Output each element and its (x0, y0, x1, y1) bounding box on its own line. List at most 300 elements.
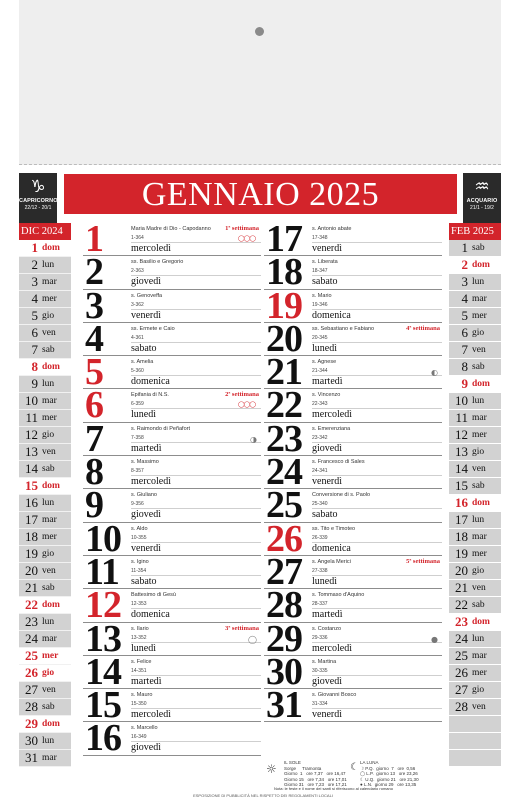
sun-moon-legend (264, 757, 442, 793)
next_month-weekday: gio (472, 685, 485, 695)
prev_month-day-row (19, 529, 71, 546)
moon-phases (360, 760, 419, 788)
next_month-day-number: 6 (461, 325, 468, 340)
day-number: 17 (266, 218, 302, 260)
next_month-day-row (449, 478, 501, 495)
prev_month-day-row (19, 495, 71, 512)
next_month-day-number: 5 (461, 308, 468, 323)
month-title: GENNAIO 2025 (64, 174, 457, 214)
day-cell (83, 451, 261, 494)
weekday-name: venerdì (131, 542, 161, 554)
saint-name: s. Igino (131, 558, 149, 565)
saint-name: s. Emerenziana (312, 425, 351, 432)
prev_month-day-row (19, 308, 71, 325)
day-count: 27-338 (312, 567, 328, 574)
day-count: 25-340 (312, 501, 328, 508)
day-count: 9-356 (131, 501, 144, 508)
saint-name: s. Agnese (312, 359, 337, 366)
prev_month-day-number: 5 (31, 308, 38, 323)
saint-name: Epifania di N.S. (131, 392, 169, 399)
prev_month-day-row (19, 563, 71, 580)
day-count: 19-346 (312, 301, 328, 308)
prev_month-day-number: 9 (31, 376, 38, 391)
prev_month-day-number: 31 (25, 750, 38, 765)
saint-name: Conversione di s. Paolo (312, 492, 371, 499)
next_month-day-number: 19 (455, 546, 468, 561)
prev_month-day-number: 11 (25, 410, 38, 425)
weekday-name: mercoledì (131, 709, 171, 721)
day-count: 24-341 (312, 468, 328, 475)
day-cell (264, 684, 442, 727)
prev_month-weekday: sab (42, 583, 55, 593)
next_month-day-number: 22 (455, 597, 468, 612)
saint-name: Maria Madre di Dio - Capodanno (131, 226, 211, 232)
weekday-name: domenica (131, 609, 170, 621)
next_month-day-row (449, 359, 501, 376)
capricorn-icon: ♑ (30, 177, 46, 197)
holiday-rings-icon: ◯◯◯ (237, 235, 255, 242)
day-count: 21-344 (312, 368, 328, 375)
day-number: 4 (85, 317, 103, 360)
next_month-day-number: 7 (461, 342, 468, 357)
day-count: 8-357 (131, 468, 144, 475)
day-cell (83, 317, 261, 360)
capricorn-badge (19, 173, 57, 223)
calendar-sheet (19, 0, 501, 800)
prev_month-day-row (19, 410, 71, 427)
moon-icon: ☾ (350, 762, 359, 773)
next-month-label: FEB 2025 (449, 223, 501, 240)
next_month-weekday: dom (472, 498, 490, 508)
prev_month-weekday: dom (42, 600, 60, 610)
prev_month-day-number: 15 (25, 478, 38, 493)
day-cell (83, 218, 261, 260)
prev_month-day-row (19, 665, 71, 682)
day-number: 28 (266, 584, 302, 627)
day-number: 26 (266, 517, 302, 560)
zodiac-name: ACQUARIO (466, 198, 498, 204)
prev_month-day-number: 17 (25, 512, 38, 527)
moon-phase-icon: ◑ (250, 434, 257, 444)
day-count: 15-350 (131, 701, 147, 708)
saint-name: ss. Ermete e Caio (131, 325, 175, 332)
next_month-day-row (449, 512, 501, 529)
day-number: 31 (266, 684, 302, 727)
next_month-day-number: 15 (455, 478, 468, 493)
prev_month-day-row (19, 478, 71, 495)
saint-name: s. Liberata (312, 259, 338, 266)
saint-name: s. Amelia (131, 359, 154, 366)
next_month-weekday: dom (472, 260, 490, 270)
sun-title: IL SOLE (284, 760, 301, 765)
prev_month-day-row (19, 614, 71, 631)
prev_month-day-row (19, 240, 71, 257)
day-count: 12-353 (131, 601, 147, 608)
prev_month-weekday: mar (42, 515, 57, 525)
next_month-day-number: 9 (461, 376, 468, 391)
weekday-name: lunedì (131, 642, 156, 654)
prev_month-day-row (19, 733, 71, 750)
weekday-name: giovedì (312, 442, 342, 454)
next_month-day-row (449, 444, 501, 461)
day-count: 2-363 (131, 268, 144, 275)
weekday-name: sabato (131, 342, 157, 354)
moon-rows: ☽ P.Q. giorno 7 ore 0,56 ◯ L.P. giorno 13 ore 23,26 ☾ U.Q. giorno 21 ore 21,30 ● L.N. giorno 29 ore 13,35 (360, 765, 419, 787)
day-number: 14 (85, 650, 121, 693)
day-number: 24 (266, 451, 302, 494)
prev_month-weekday: dom (42, 243, 60, 253)
weekday-name: mercoledì (131, 476, 171, 488)
next_month-weekday: mar (472, 413, 487, 423)
weekday-name: mercoledì (312, 642, 352, 654)
zodiac-dates: 22/12 - 20/1 (24, 205, 52, 211)
next_month-day-number: 14 (455, 461, 468, 476)
next_month-day-row (449, 376, 501, 393)
day-count: 10-355 (131, 534, 147, 541)
saint-name: s. Martina (312, 658, 337, 665)
next_month-weekday: mer (472, 430, 487, 440)
next_month-empty-row (449, 733, 501, 750)
prev_month-day-number: 10 (25, 393, 38, 408)
weekday-name: domenica (312, 542, 351, 554)
next_month-day-number: 24 (455, 631, 468, 646)
next_month-day-row (449, 614, 501, 631)
prev_month-day-number: 18 (25, 529, 38, 544)
prev_month-day-row (19, 427, 71, 444)
next_month-day-number: 10 (455, 393, 468, 408)
day-count: 5-360 (131, 368, 144, 375)
prev_month-day-number: 13 (25, 444, 38, 459)
saint-name: s. Massimo (131, 459, 159, 466)
prev-month-label: DIC 2024 (19, 223, 71, 240)
aquarius-icon: ♒ (474, 177, 490, 197)
saint-name: s. Vincenzo (312, 392, 341, 399)
prev_month-day-row (19, 546, 71, 563)
day-cell (83, 384, 261, 427)
prev_month-day-row (19, 682, 71, 699)
next_month-day-row (449, 580, 501, 597)
next_month-weekday: mer (472, 668, 487, 678)
next_month-day-row (449, 495, 501, 512)
prev_month-day-row (19, 359, 71, 376)
day-number: 18 (266, 251, 302, 294)
saint-name: s. Genoveffa (131, 292, 163, 299)
prev_month-day-row (19, 750, 71, 767)
day-count: 26-339 (312, 534, 328, 541)
week-label: 3ª settimana (225, 624, 259, 632)
prev_month-day-number: 16 (25, 495, 38, 510)
saint-name: ss. Tito e Timoteo (312, 525, 356, 532)
footer-note: ESPOSIZIONE DI PUBBLICITÀ NEL RISPETTO DEI REGOLAMENTI LOCALI (193, 793, 333, 798)
weekday-name: venerdì (312, 243, 342, 254)
weekday-name: giovedì (131, 509, 161, 521)
weekday-name: venerdì (131, 309, 161, 321)
next_month-day-row (449, 546, 501, 563)
weekday-name: martedì (312, 609, 343, 621)
next_month-weekday: sab (472, 481, 485, 491)
next_month-day-row (449, 393, 501, 410)
day-cell (83, 284, 261, 327)
next_month-day-number: 25 (455, 648, 468, 663)
next_month-day-number: 16 (455, 495, 468, 510)
next_month-day-number: 8 (461, 359, 468, 374)
day-count: 30-335 (312, 667, 328, 674)
next_month-day-row (449, 529, 501, 546)
next_month-day-row (449, 563, 501, 580)
weekday-name: sabato (312, 509, 338, 521)
day-count: 28-337 (312, 601, 328, 608)
saint-name: s. Mauro (131, 692, 153, 699)
day-number: 19 (266, 284, 302, 327)
day-count: 18-347 (312, 268, 328, 275)
prev-month-column (19, 223, 71, 767)
prev_month-weekday: mar (42, 634, 57, 644)
weekday-name: domenica (312, 309, 351, 321)
zodiac-name: CAPRICORNO (19, 198, 58, 204)
next_month-day-number: 1 (461, 240, 468, 255)
prev_month-day-row (19, 699, 71, 716)
hanging-hole (255, 27, 264, 36)
prev_month-weekday: gio (42, 430, 55, 440)
next_month-day-number: 23 (455, 614, 468, 629)
weekday-name: giovedì (131, 742, 161, 754)
next_month-weekday: sab (472, 600, 485, 610)
saint-name: s. Mario (312, 292, 332, 299)
day-number: 6 (85, 384, 103, 427)
moon-phase-icon: ● (431, 634, 438, 644)
legend-note: Nota: le feste e il nome dei santi si riferiscono al calendario romano (274, 786, 393, 791)
prev_month-day-number: 6 (31, 325, 38, 340)
saint-name: ss. Basilio e Gregorio (131, 259, 184, 266)
saint-name: s. Ilario (131, 625, 149, 632)
day-count: 11-354 (131, 567, 147, 574)
prev_month-day-row (19, 716, 71, 733)
prev_month-day-row (19, 342, 71, 359)
day-cell (83, 351, 261, 394)
next_month-weekday: ven (472, 702, 486, 712)
day-number: 7 (85, 417, 103, 460)
prev_month-day-row (19, 291, 71, 308)
next_month-empty-row (449, 750, 501, 767)
next_month-day-number: 26 (455, 665, 468, 680)
day-number: 16 (85, 717, 121, 760)
prev_month-weekday: lun (42, 498, 55, 508)
hanger-area (19, 0, 501, 165)
next_month-day-number: 11 (455, 410, 468, 425)
prev_month-weekday: lun (42, 379, 55, 389)
next_month-day-number: 2 (461, 257, 468, 272)
next_month-weekday: mar (472, 294, 487, 304)
saint-name: Battesimo di Gesù (131, 592, 176, 599)
next_month-day-row (449, 648, 501, 665)
next_month-day-row (449, 427, 501, 444)
weekday-name: mercoledì (312, 409, 352, 421)
next_month-weekday: mar (472, 532, 487, 542)
days-column-2 (264, 218, 442, 727)
prev_month-day-number: 8 (31, 359, 38, 374)
week-label: 2ª settimana (225, 391, 259, 399)
moon-title: LA LUNA (360, 760, 379, 765)
day-number: 15 (85, 684, 121, 727)
day-number: 29 (266, 617, 302, 660)
prev_month-day-number: 30 (25, 733, 38, 748)
day-count: 3-362 (131, 301, 144, 308)
day-number: 30 (266, 650, 302, 693)
day-count: 31-334 (312, 701, 328, 708)
aquarius-badge (463, 173, 501, 223)
next_month-weekday: lun (472, 634, 485, 644)
prev_month-weekday: mer (42, 413, 57, 423)
day-count: 22-343 (312, 401, 328, 408)
day-count: 7-358 (131, 434, 144, 441)
next_month-weekday: mer (472, 311, 487, 321)
zodiac-dates: 21/1 - 19/2 (470, 205, 494, 211)
prev_month-day-row (19, 274, 71, 291)
next_month-empty-row (449, 716, 501, 733)
day-number: 25 (266, 484, 302, 527)
prev_month-day-number: 12 (25, 427, 38, 442)
prev_month-day-row (19, 631, 71, 648)
prev_month-weekday: lun (42, 617, 55, 627)
prev_month-weekday: ven (42, 447, 56, 457)
prev_month-day-row (19, 648, 71, 665)
day-number: 5 (85, 351, 103, 394)
prev_month-day-number: 19 (25, 546, 38, 561)
sun-times (284, 760, 347, 788)
saint-name: s. Giovanni Bosco (312, 692, 357, 699)
moon-phase-icon: ◯ (248, 634, 257, 644)
day-cell (83, 251, 261, 294)
prev_month-weekday: mar (42, 396, 57, 406)
prev_month-day-number: 2 (31, 257, 38, 272)
prev_month-day-number: 28 (25, 699, 38, 714)
next_month-day-number: 20 (455, 563, 468, 578)
day-cell (83, 717, 261, 760)
prev_month-weekday: dom (42, 362, 60, 372)
next_month-day-row (449, 342, 501, 359)
day-number: 23 (266, 417, 302, 460)
saint-name: s. Tommaso d'Aquino (312, 592, 365, 599)
next_month-day-number: 3 (461, 274, 468, 289)
day-number: 12 (85, 584, 121, 627)
day-count: 4-361 (131, 334, 144, 341)
saint-name: s. Francesco di Sales (312, 459, 365, 466)
weekday-name: giovedì (312, 675, 342, 687)
day-number: 21 (266, 351, 302, 394)
saint-name: s. Antonio abate (312, 226, 352, 232)
day-count: 17-348 (312, 235, 328, 241)
prev_month-weekday: dom (42, 719, 60, 729)
day-count: 1-364 (131, 235, 144, 241)
prev_month-day-number: 24 (25, 631, 38, 646)
next_month-weekday: ven (472, 345, 486, 355)
next_month-day-row (449, 240, 501, 257)
day-number: 20 (266, 317, 302, 360)
week-label: 5ª settimana (406, 557, 440, 565)
next_month-day-row (449, 257, 501, 274)
weekday-name: domenica (131, 376, 170, 388)
day-count: 6-359 (131, 401, 144, 408)
next_month-weekday: ven (472, 464, 486, 474)
day-cell (83, 417, 261, 460)
saint-name: ss. Sebastiano e Fabiano (312, 325, 375, 332)
next_month-weekday: mer (472, 549, 487, 559)
prev_month-day-row (19, 461, 71, 478)
prev_month-weekday: ven (42, 685, 56, 695)
next_month-day-row (449, 461, 501, 478)
day-count: 20-345 (312, 334, 328, 341)
prev_month-day-number: 29 (25, 716, 38, 731)
prev_month-day-number: 25 (25, 648, 38, 663)
saint-name: s. Raimondo di Peñafort (131, 425, 191, 432)
weekday-name: martedì (131, 675, 162, 687)
prev_month-day-number: 4 (31, 291, 38, 306)
next_month-weekday: gio (472, 566, 485, 576)
next_month-day-number: 12 (455, 427, 468, 442)
day-number: 9 (85, 484, 103, 527)
prev_month-day-number: 1 (31, 240, 38, 255)
holiday-rings-icon: ◯◯◯ (237, 401, 255, 409)
prev_month-day-number: 22 (25, 597, 38, 612)
prev_month-weekday: gio (42, 668, 55, 678)
day-count: 13-352 (131, 634, 147, 641)
moon-phase-icon: ◐ (431, 368, 438, 378)
day-number: 13 (85, 617, 121, 660)
weekday-name: martedì (131, 442, 162, 454)
day-count: 14-351 (131, 667, 147, 674)
day-number: 2 (85, 251, 103, 294)
days-column-1 (83, 218, 261, 760)
saint-name: s. Costanzo (312, 625, 342, 632)
prev_month-day-number: 3 (31, 274, 38, 289)
prev_month-weekday: gio (42, 311, 55, 321)
prev_month-weekday: mer (42, 294, 57, 304)
next_month-weekday: sab (472, 243, 485, 253)
next_month-day-row (449, 325, 501, 342)
weekday-name: venerdì (312, 709, 342, 721)
prev_month-weekday: mar (42, 277, 57, 287)
day-count: 23-342 (312, 434, 328, 441)
weekday-name: lunedì (312, 342, 337, 354)
prev_month-day-row (19, 393, 71, 410)
prev_month-day-row (19, 580, 71, 597)
next_month-weekday: gio (472, 328, 485, 338)
weekday-name: sabato (131, 575, 157, 587)
next_month-day-number: 27 (455, 682, 468, 697)
prev_month-day-row (19, 597, 71, 614)
next_month-day-row (449, 682, 501, 699)
weekday-name: giovedì (131, 276, 161, 288)
prev_month-day-number: 21 (25, 580, 38, 595)
prev_month-weekday: mer (42, 651, 59, 661)
next_month-day-row (449, 410, 501, 427)
next_month-weekday: lun (472, 396, 485, 406)
next_month-day-row (449, 274, 501, 291)
next_month-day-row (449, 631, 501, 648)
prev_month-weekday: lun (42, 736, 55, 746)
sun-icon: ☼ (266, 762, 277, 776)
weekday-name: lunedì (312, 575, 337, 587)
prev_month-weekday: dom (42, 481, 60, 491)
next_month-day-row (449, 291, 501, 308)
next_month-day-row (449, 699, 501, 716)
prev_month-weekday: ven (42, 566, 56, 576)
prev_month-day-number: 27 (25, 682, 38, 697)
next_month-day-row (449, 665, 501, 682)
weekday-name: sabato (312, 276, 338, 288)
prev_month-day-number: 23 (25, 614, 38, 629)
next_month-weekday: dom (472, 617, 490, 627)
